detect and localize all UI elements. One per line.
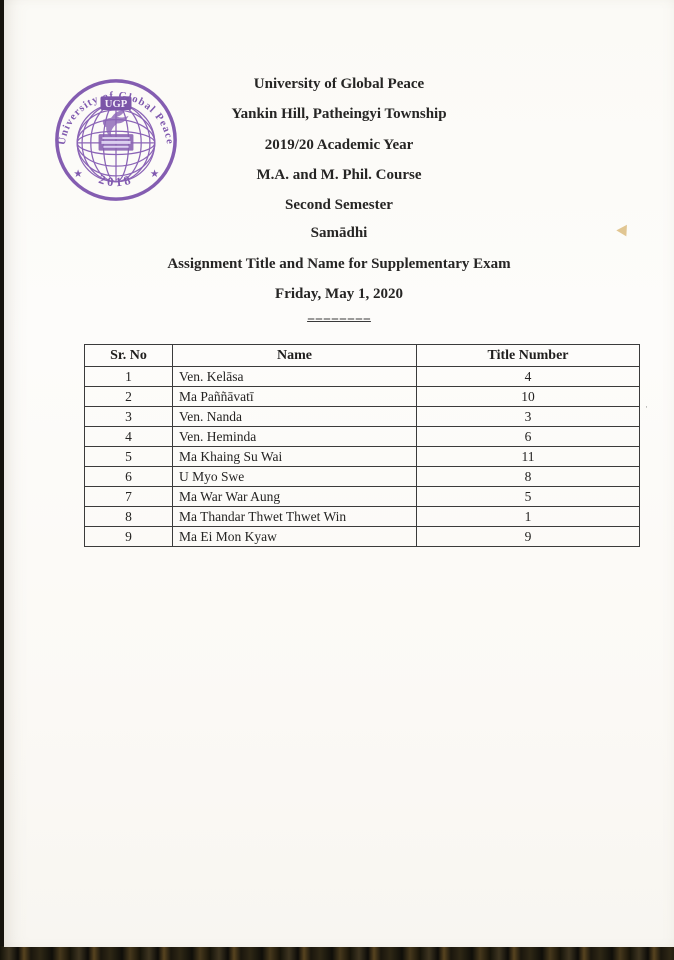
cell-name: Ma War War Aung [173,487,417,507]
stamp-ring-text: University of Global Peace [56,90,176,146]
table-row [85,507,640,527]
table-row [85,467,640,487]
cell-name: Ven. Heminda [173,427,417,447]
doc-semester-line: Second Semester [285,197,393,213]
cell-sr-no: 7 [85,487,173,507]
star-left-icon: ★ [73,168,83,180]
table-row [85,447,640,467]
cell-sr-no: 9 [85,527,173,547]
cell-title-number: 4 [417,367,640,387]
cell-name: Ma Thandar Thwet Thwet Win [173,507,417,527]
table-header-row [85,345,640,367]
cell-name: Ma Khaing Su Wai [173,447,417,467]
doc-title-university: University of Global Peace [253,76,425,92]
stamp-year-text: 2018 [97,172,135,190]
table-row [85,407,640,427]
desk-surface-strip [0,946,674,960]
table-row [85,527,640,547]
doc-date-line: Friday, May 1, 2020 [275,286,403,302]
doc-address-line: Yankin Hill, Patheingyi Township [231,106,447,122]
cell-title-number: 1 [417,507,640,527]
cell-sr-no: 5 [85,447,173,467]
cell-sr-no: 1 [85,367,173,387]
assignment-table [84,344,640,547]
cell-sr-no: 8 [85,507,173,527]
doc-course-line: M.A. and M. Phil. Course [256,167,422,183]
stamp-acronym: UGP [104,99,128,111]
cell-title-number: 5 [417,487,640,507]
scan-artifact-dot: · [645,402,648,412]
doc-subject-line: Samādhi [310,225,368,241]
cell-name: Ma Paññāvatī [173,387,417,407]
cell-name: Ven. Kelāsa [173,367,417,387]
scanned-document-page [4,0,674,947]
table-row [85,427,640,447]
cell-title-number: 11 [417,447,640,467]
cell-title-number: 9 [417,527,640,547]
column-header-name: Name [173,345,417,367]
cell-title-number: 6 [417,427,640,447]
equals-divider: ======== [307,314,371,329]
cell-sr-no: 3 [85,407,173,427]
cell-name: Ma Ei Mon Kyaw [173,527,417,547]
cell-sr-no: 2 [85,387,173,407]
cell-name: U Myo Swe [173,467,417,487]
table-row [85,367,640,387]
star-right-icon: ★ [149,168,160,180]
table-row [85,387,640,407]
cell-sr-no: 4 [85,427,173,447]
column-header-title-number: Title Number [417,345,640,367]
cell-sr-no: 6 [85,467,173,487]
doc-exam-title-line: Assignment Title and Name for Supplementary Exam [167,256,511,272]
cell-title-number: 3 [417,407,640,427]
cell-name: Ven. Nanda [173,407,417,427]
column-header-sr-no: Sr. No [85,345,173,367]
cell-title-number: 10 [417,387,640,407]
cell-title-number: 8 [417,467,640,487]
table-row [85,487,640,507]
doc-academic-year: 2019/20 Academic Year [264,137,414,153]
